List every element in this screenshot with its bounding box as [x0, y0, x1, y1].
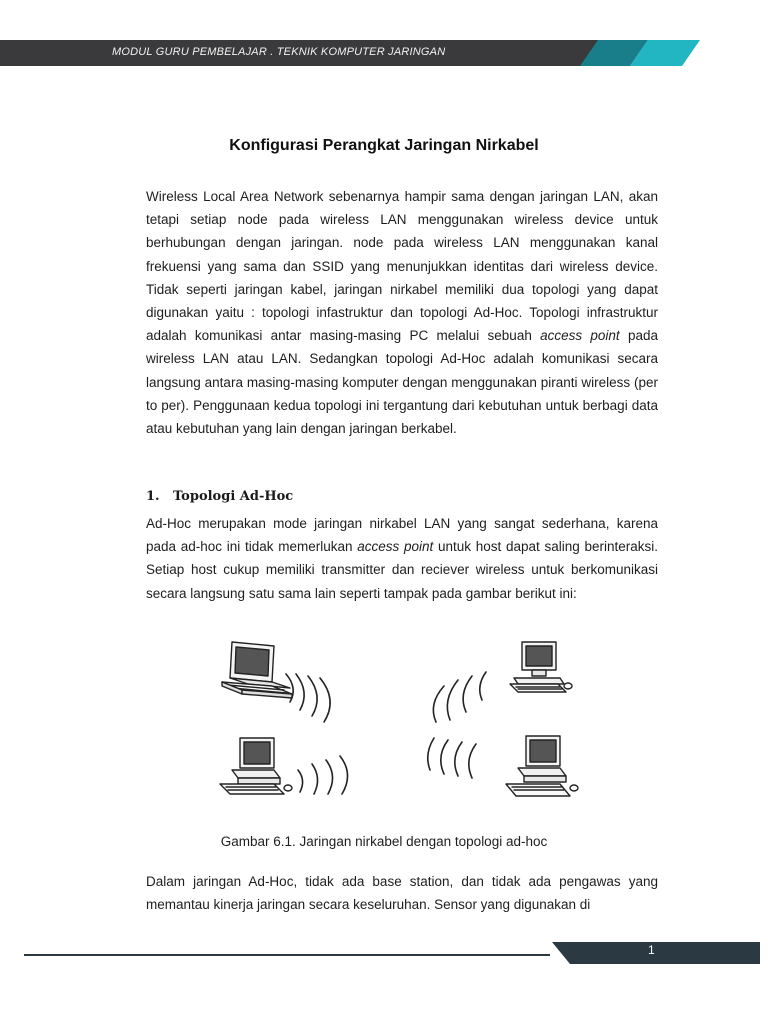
intro-text-part2: pada wireless LAN atau LAN. Sedangkan topologi Ad-Hoc adalah komunikasi secara langsung antara masing-masing komputer dengan menggunakan piranti wireless (per to per). Penggunaan kedua topologi ini tergantung dari kebutuhan untuk berbagi data atau kebutuhan yang lain dengan jaringan berkabel. — [146, 328, 658, 437]
footer-tab — [552, 942, 760, 964]
adhoc-italic-term: access point — [357, 539, 434, 555]
adhoc-text-part2: untuk host dapat saling berinteraksi. Setiap host cukup memiliki transmitter dan reciever wireless untuk berkomunikasi secara langsung satu sama lain seperti tampak pada gambar berikut ini: — [146, 539, 658, 601]
footer-tab-graphic — [552, 942, 760, 964]
adhoc-diagram — [214, 638, 584, 806]
intro-italic-term: access point — [540, 328, 620, 344]
header-title: MODUL GURU PEMBELAJAR . TEKNIK KOMPUTER JARINGAN — [112, 46, 446, 58]
figure-caption: Gambar 6.1. Jaringan nirkabel dengan topologi ad-hoc — [220, 834, 548, 849]
intro-text-part1: Wireless Local Area Network sebenarnya hampir sama dengan jaringan LAN, akan tetapi setiap node pada wireless LAN menggunakan wireless device untuk berhubungan dengan jaringan. node pada wireless LAN menggunakan kanal frekuensi yang sama dan SSID yang menunjukkan identitas dari wireless device. Tidak seperti jaringan kabel, jaringan nirkabel memiliki dua topologi yang dapat digunakan yaitu : topologi infastruktur dan topologi Ad-Hoc. Topologi infrastruktur adalah komunikasi antar masing-masing PC melalui sebuah — [146, 189, 658, 344]
page-title: Konfigurasi Perangkat Jaringan Nirkabel — [229, 137, 539, 154]
section-title: Topologi Ad-Hoc — [173, 489, 294, 504]
signal-waves-bottom-right — [428, 738, 476, 778]
laptop-icon — [222, 642, 292, 698]
adhoc-paragraph — [146, 512, 658, 605]
desktop-icon-top-right — [510, 642, 572, 692]
signal-waves-bottom-left — [298, 756, 348, 794]
footer-rule — [24, 954, 550, 956]
intro-paragraph — [146, 185, 658, 440]
signal-waves-top-left — [286, 674, 330, 722]
section-heading — [146, 489, 293, 504]
desktop-icon-bottom-left — [220, 738, 292, 794]
signal-waves-top-right — [433, 672, 486, 722]
page-number: 1 — [648, 943, 655, 957]
closing-paragraph: Dalam jaringan Ad-Hoc, tidak ada base station, dan tidak ada pengawas yang memantau kinerja jaringan secara keseluruhan. Sensor yang digunakan di — [146, 874, 658, 913]
adhoc-text-part1: Ad-Hoc merupakan mode jaringan nirkabel LAN yang sangat sederhana, karena pada ad-hoc ini tidak memerlukan — [146, 516, 658, 555]
section-number: 1. — [146, 489, 160, 504]
desktop-icon-bottom-right — [506, 736, 578, 796]
adhoc-figure — [214, 638, 584, 806]
